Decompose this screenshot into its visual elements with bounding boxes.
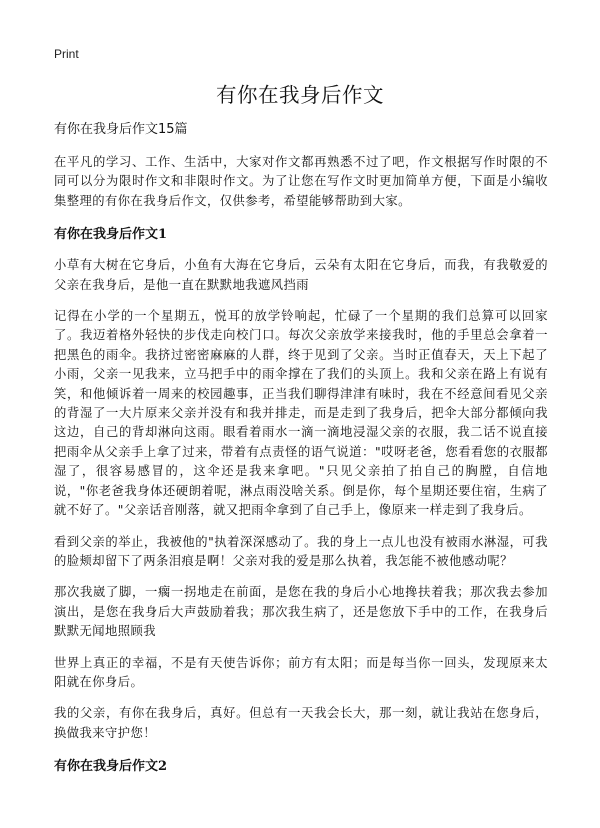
section1-paragraph: 我的父亲，有你在我身后，真好。但总有一天我会长大，那一刻，就让我站在您身后，换做我来守护您！ [54,706,548,740]
section1-paragraph: 世界上真正的幸福，不是有天使告诉你；前方有太阳；而是每当你一回头，发现原来太阳就在你身后。 [54,655,548,689]
section1-paragraph: 看到父亲的举止，我被他的"执着深深感动了。我的身上一点儿也没有被雨水淋湿，可我的脸颊却留下了两条泪痕是啊！父亲对我的爱是那么执着，我怎能不被他感动呢？ [54,534,548,568]
print-link[interactable]: Print [54,47,79,61]
section-heading-1: 有你在我身后作文1 [54,227,168,243]
section-heading-2: 有你在我身后作文2 [54,759,168,775]
article-body [54,120,548,788]
page-title: 有你在我身后作文 [216,83,384,107]
section1-paragraph: 小草有大树在它身后，小鱼有大海在它身后，云朵有太阳在它身后，而我，有我敬爱的父亲在我身后，是他一直在默默地我遮风挡雨 [54,258,548,292]
section1-paragraph: 记得在小学的一个星期五，悦耳的放学铃响起，忙碌了一个星期的我们总算可以回家了。我迈着格外轻快的步伐走向校门口。每次父亲放学来接我时，他的手里总会拿着一把黑色的雨伞。我挤过密密麻麻的人群，终于见到了父亲。当时正值春天，天上下起了小雨，父亲一见我来，立马把手中的雨伞撑在了我们的头顶上。我和父亲在路上有说有笑，和他倾诉着一周来的校园趣事，正当我们聊得津津有味时，我在不经意间看见父亲的背湿了一大片原来父亲并没有和我并排走，而是走到了我身后，把伞大部分都倾向我这边，自己的背却淋向这雨。眼看着雨水一滴一滴地浸湿父亲的衣服，我二话不说直接把雨伞从父亲手上拿了过来，带着有点责怪的语气说道："哎呀老爸，您看看您的衣服都湿了，很容易感冒的，这伞还是我来拿吧。"只见父亲拍了拍自己的胸膛，自信地说，"你老爸我身体还硬朗着呢，淋点雨没啥关系。倒是你，每个星期还要住宿，生病了就不好了。"父亲话音刚落，就又把雨伞拿到了自己手上，像原来一样走到了我身后。 [54,309,548,518]
article-subtitle: 有你在我身后作文15篇 [54,122,188,137]
section1-paragraph: 那次我崴了脚，一瘸一拐地走在前面，是您在我的身后小心地搀扶着我；那次我去参加演出，是您在我身后大声鼓励着我；那次我生病了，还是您放下手中的工作，在我身后默默无闻地照顾我 [54,585,548,639]
intro-paragraph: 在平凡的学习、工作、生活中，大家对作文都再熟悉不过了吧，作文根据写作时限的不同可以分为限时作文和非限时作文。为了让您在写作文时更加简单方便，下面是小编收集整理的有你在我身后作文，仅供参考，希望能够帮助到大家。 [54,155,548,208]
